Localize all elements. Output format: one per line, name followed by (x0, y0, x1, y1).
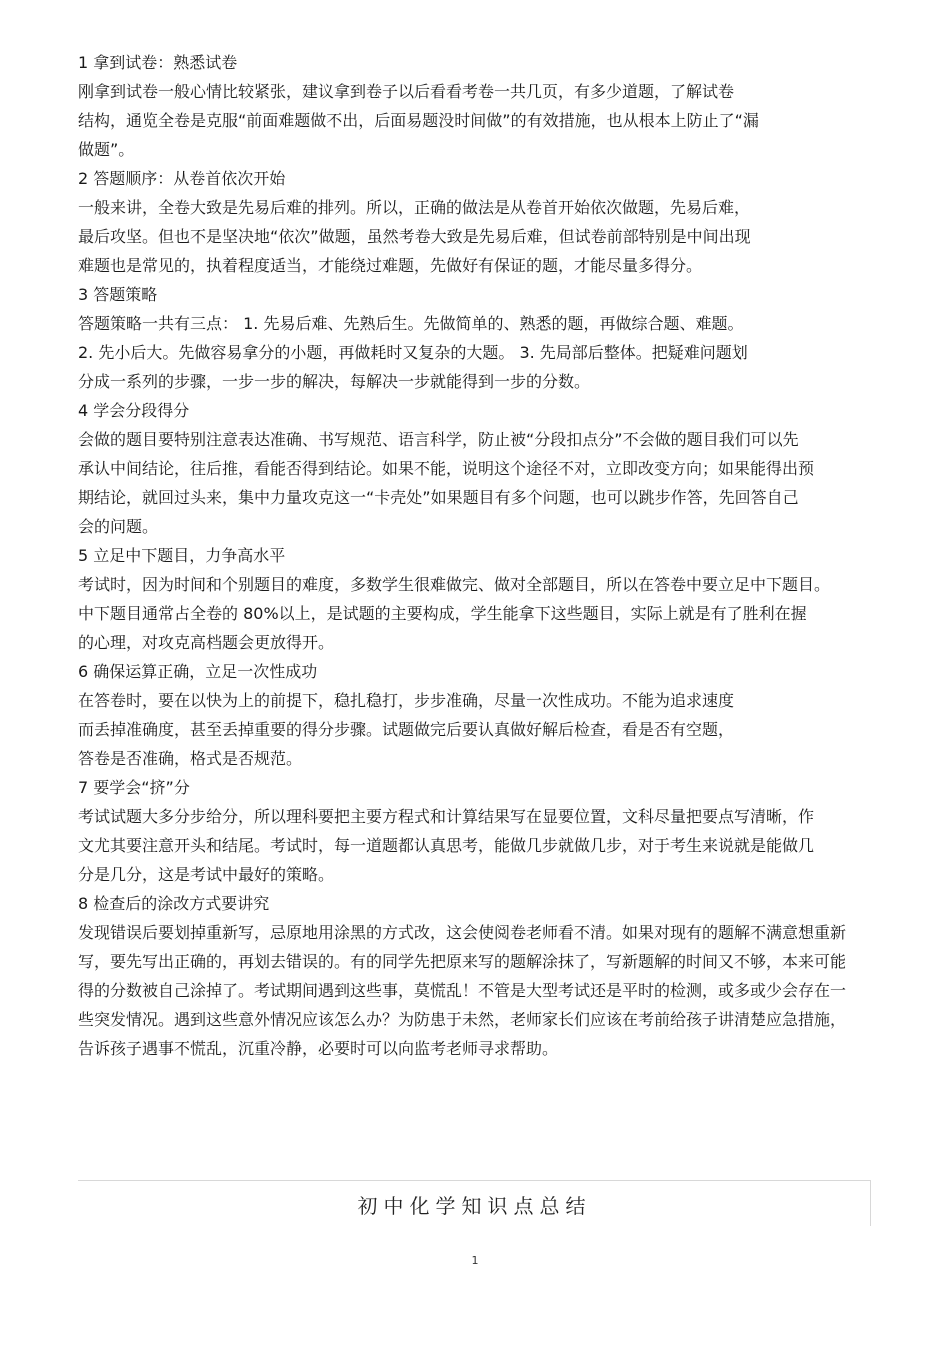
paragraph-line: 答题策略一共有三点： 1. 先易后难、先熟后生。先做简单的、熟悉的题，再做综合题、难题。 (78, 314, 744, 333)
section-heading-4: 4 学会分段得分 (78, 401, 190, 420)
paragraph-line: 的心理，对攻克高档题会更放得开。 (78, 633, 335, 652)
paragraph-line: 文尤其要注意开头和结尾。考试时，每一道题都认真思考，能做几步就做几步，对于考生来说就是能做几 (78, 836, 815, 855)
paragraph-line: 些突发情况。遇到这些意外情况应该怎么办？为防患于未然，老师家长们应该在考前给孩子讲清楚应急措施， (78, 1010, 847, 1029)
footer-title: 初中化学知识点总结 (357, 1194, 592, 1218)
document-body (78, 48, 890, 1063)
paragraph-line: 分成一系列的步骤，一步一步的解决，每解决一步就能得到一步的分数。 (78, 372, 591, 391)
paragraph-line: 一般来讲，全卷大致是先易后难的排列。所以，正确的做法是从卷首开始依次做题，先易后难， (78, 198, 751, 217)
paragraph-line: 得的分数被自己涂掉了。考试期间遇到这些事，莫慌乱！不管是大型考试还是平时的检测，或多或少会存在一 (78, 981, 847, 1000)
paragraph-line: 考试时，因为时间和个别题目的难度，多数学生很难做完、做对全部题目，所以在答卷中要立足中下题目。 (78, 575, 831, 594)
paragraph-line: 考试试题大多分步给分，所以理科要把主要方程式和计算结果写在显要位置，文科尽量把要点写清晰，作 (78, 807, 815, 826)
section-heading-6: 6 确保运算正确，立足一次性成功 (78, 662, 318, 681)
paragraph-line: 结构，通览全卷是克服“前面难题做不出，后面易题没时间做”的有效措施，也从根本上防止了“漏 (78, 111, 759, 130)
paragraph-line: 做题”。 (78, 140, 135, 159)
paragraph-line: 会的问题。 (78, 517, 159, 536)
paragraph-line: 会做的题目要特别注意表达准确、书写规范、语言科学，防止被“分段扣点分”不会做的题目我们可以先 (78, 430, 799, 449)
paragraph-line: 难题也是常见的，执着程度适当，才能绕过难题，先做好有保证的题，才能尽量多得分。 (78, 256, 703, 275)
paragraph-line: 分是几分，这是考试中最好的策略。 (78, 865, 335, 884)
section-heading-1: 1 拿到试卷：熟悉试卷 (78, 53, 238, 72)
paragraph-line: 承认中间结论，往后推，看能否得到结论。如果不能，说明这个途径不对，立即改变方向；如果能得出预 (78, 459, 815, 478)
section-heading-2: 2 答题顺序：从卷首依次开始 (78, 169, 286, 188)
section-heading-8: 8 检查后的涂改方式要讲究 (78, 894, 270, 913)
paragraph-line: 告诉孩子遇事不慌乱，沉重冷静，必要时可以向监考老师寻求帮助。 (78, 1039, 559, 1058)
section-heading-7: 7 要学会“挤”分 (78, 778, 190, 797)
paragraph-line: 而丢掉准确度，甚至丢掉重要的得分步骤。试题做完后要认真做好解后检查，看是否有空题， (78, 720, 735, 739)
paragraph-line: 在答卷时，要在以快为上的前提下，稳扎稳打，步步准确，尽量一次性成功。不能为追求速度 (78, 691, 735, 710)
paragraph-line: 期结论，就回过头来，集中力量攻克这一“卡壳处”如果题目有多个问题，也可以跳步作答，先回答自己 (78, 488, 799, 507)
page-number: 1 (471, 1254, 479, 1267)
paragraph-line: 中下题目通常占全卷的 80%以上，是试题的主要构成，学生能拿下这些题目，实际上就是有了胜利在握 (78, 604, 807, 623)
footer-divider (78, 1180, 871, 1181)
paragraph-line: 写，要先写出正确的，再划去错误的。有的同学先把原来写的题解涂抹了，写新题解的时间又不够，本来可能 (78, 952, 847, 971)
paragraph-line: 最后攻坚。但也不是坚决地“依次”做题，虽然考卷大致是先易后难，但试卷前部特别是中间出现 (78, 227, 751, 246)
section-heading-5: 5 立足中下题目，力争高水平 (78, 546, 286, 565)
paragraph-line: 发现错误后要划掉重新写，忌原地用涂黑的方式改，这会使阅卷老师看不清。如果对现有的题解不满意想重新 (78, 923, 847, 942)
section-heading-3: 3 答题策略 (78, 285, 158, 304)
paragraph-line: 刚拿到试卷一般心情比较紧张，建议拿到卷子以后看看考卷一共几页，有多少道题，了解试卷 (78, 82, 735, 101)
paragraph-line: 答卷是否准确，格式是否规范。 (78, 749, 303, 768)
paragraph-line: 2. 先小后大。先做容易拿分的小题，再做耗时又复杂的大题。 3. 先局部后整体。把疑难问题划 (78, 343, 748, 362)
